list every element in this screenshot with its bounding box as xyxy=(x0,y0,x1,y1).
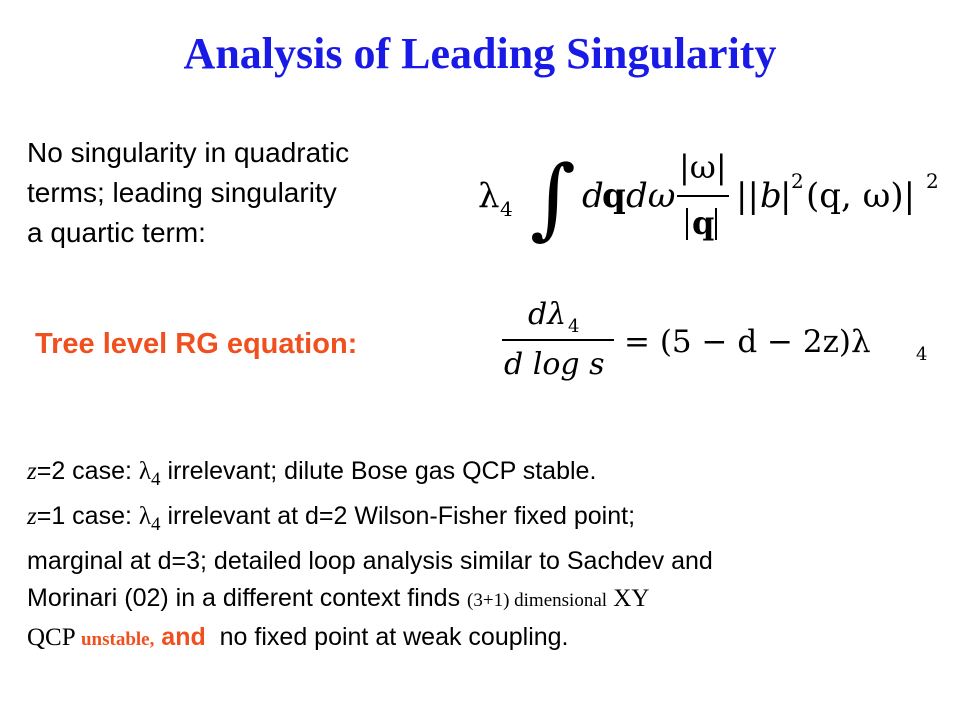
body-text-span: no fixed point at weak coupling. xyxy=(205,623,569,651)
rg-equation-label: Tree level RG equation: xyxy=(35,328,358,360)
body-line-3: marginal at d=3; detailed loop analysis similar to Sachdev and xyxy=(27,547,713,575)
z-variable: z xyxy=(27,503,37,530)
xy-label: XY xyxy=(607,585,650,612)
intro-text xyxy=(27,133,467,253)
lambda-subscript: 4 xyxy=(151,514,161,535)
body-line-1 xyxy=(27,453,947,498)
eq-norm-bars: || xyxy=(736,176,759,216)
intro-line-1: No singularity in quadratic xyxy=(27,137,350,168)
rg-rhs-sub: 4 xyxy=(916,344,928,365)
body-line-2 xyxy=(27,498,947,543)
eq-measure-q: q xyxy=(602,176,626,216)
rg-rhs: = (5 − d − 2z)λ xyxy=(624,324,871,360)
unstable-highlight: unstable, xyxy=(80,629,155,650)
eq-square-1: 2 xyxy=(791,169,804,193)
eq-denominator-q: q xyxy=(692,204,715,242)
rg-equation xyxy=(498,288,938,388)
eq-b: b xyxy=(760,176,782,216)
eq-args: (q, ω)| xyxy=(806,176,916,216)
eq-square-2: 2 xyxy=(926,169,939,193)
z-variable: z xyxy=(27,458,37,485)
qcp-label: QCP xyxy=(27,624,81,651)
intro-line-2: terms; leading singularity xyxy=(27,177,337,208)
eq-integral-sign: ∫ xyxy=(530,146,576,249)
slide-title: Analysis of Leading Singularity xyxy=(183,29,777,78)
eq-measure-d1: d xyxy=(582,176,604,216)
body-line-5 xyxy=(27,619,947,658)
eq-measure-d2: dω xyxy=(626,176,676,216)
rg-numerator-sub: 4 xyxy=(568,316,580,337)
intro-line-3: a quartic term: xyxy=(27,217,206,248)
case-label: =2 case: xyxy=(36,457,139,485)
rg-numerator: dλ xyxy=(528,297,567,332)
dimension-note: (3+1) dimensional xyxy=(467,590,608,611)
lambda-symbol: λ xyxy=(138,458,152,485)
eq-lambda: λ xyxy=(478,176,500,216)
case-text: irrelevant at d=2 Wilson-Fisher fixed point; xyxy=(160,502,636,530)
body-line-4 xyxy=(27,580,947,619)
case-text: irrelevant; dilute Bose gas QCP stable. xyxy=(160,457,597,485)
body-text-span: Morinari (02) in a different context finds xyxy=(27,584,468,612)
integral-equation xyxy=(478,130,948,260)
eq-numerator: |ω| xyxy=(679,148,727,186)
and-highlight: and xyxy=(154,623,206,651)
eq-b-close: | xyxy=(780,176,792,216)
lambda-symbol: λ xyxy=(138,503,152,530)
lambda-subscript: 4 xyxy=(151,469,161,490)
body-text xyxy=(27,453,947,658)
eq-lambda-sub: 4 xyxy=(500,197,513,221)
rg-denominator: d log s xyxy=(504,347,605,382)
case-label: =1 case: xyxy=(36,502,139,530)
